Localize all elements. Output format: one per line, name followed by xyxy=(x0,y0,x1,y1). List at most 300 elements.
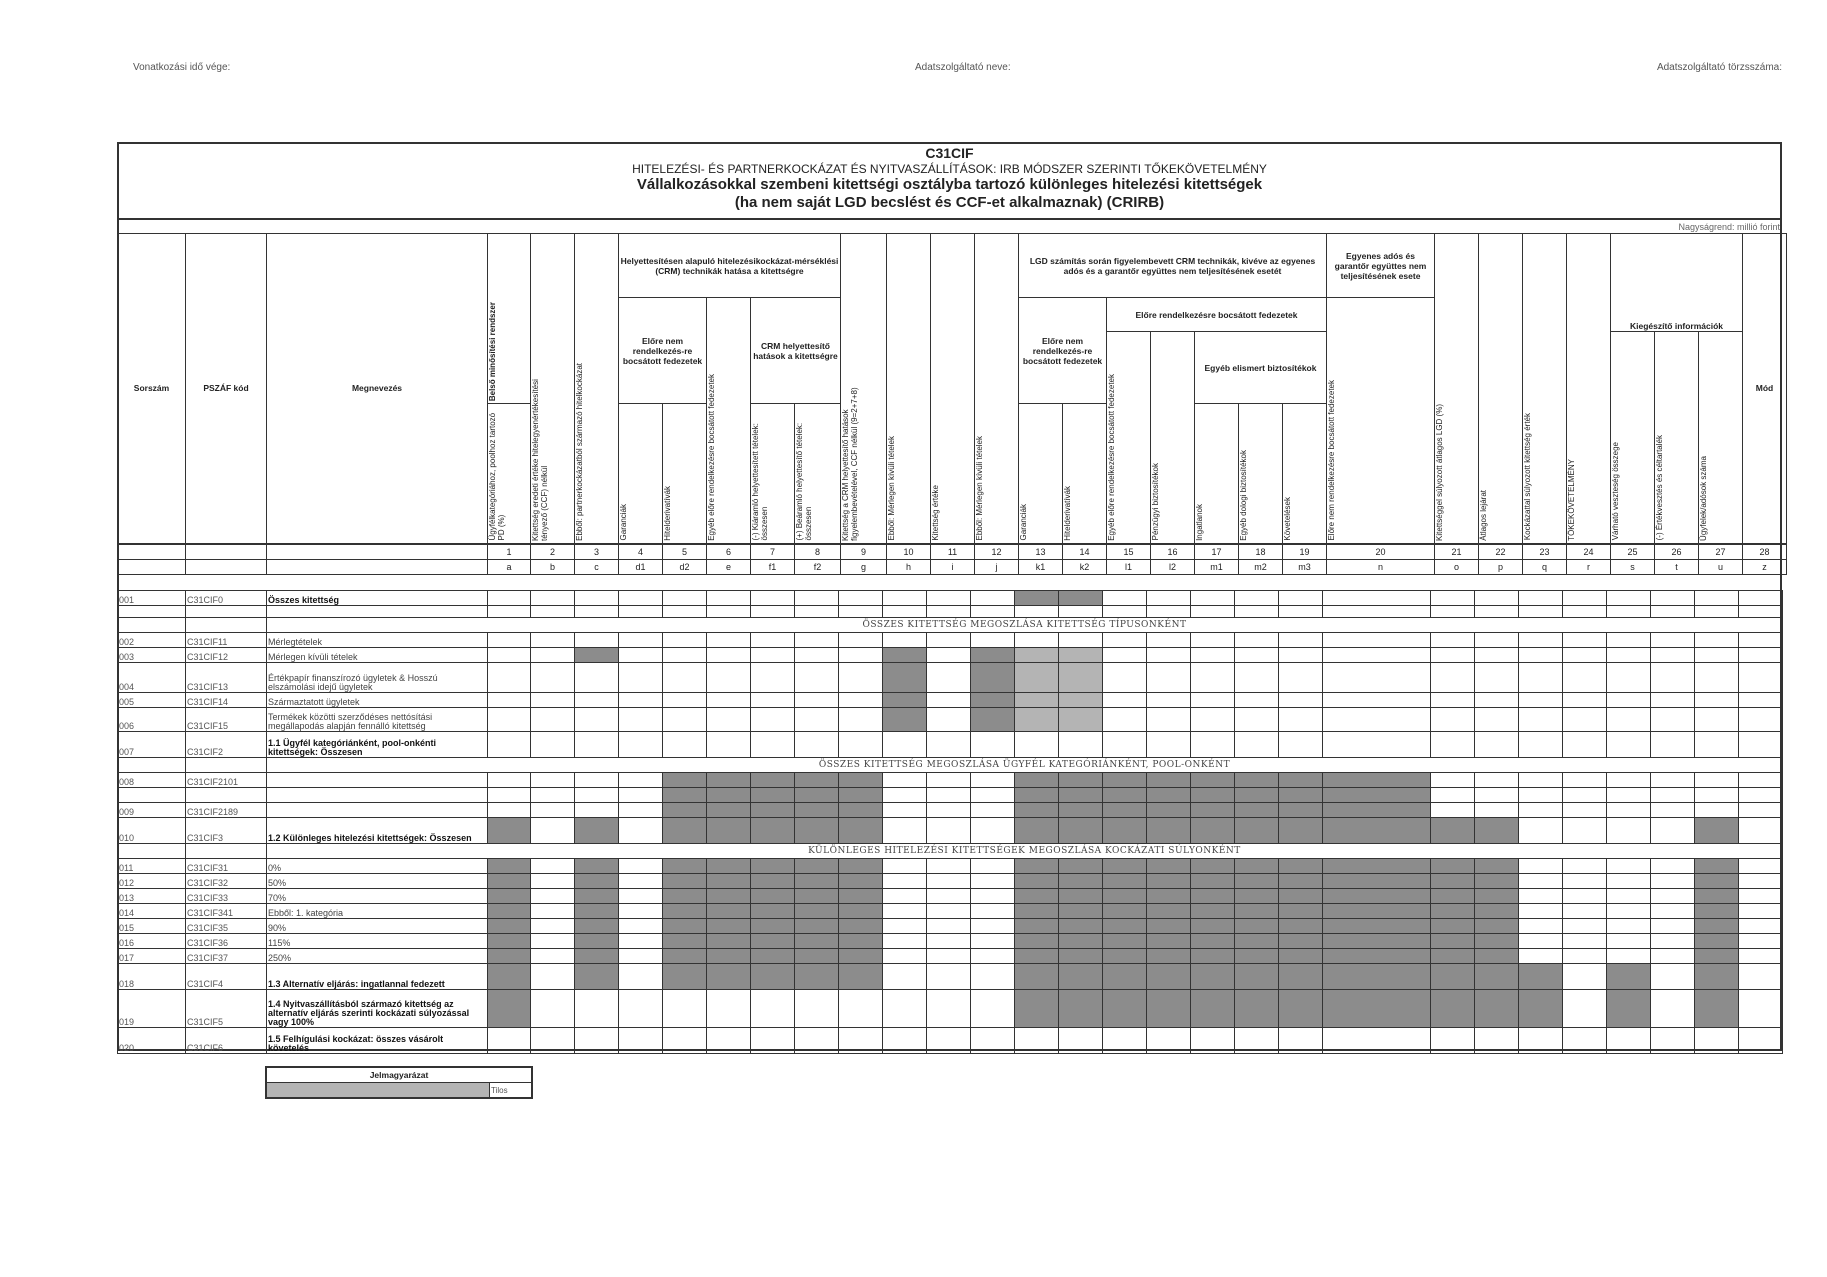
data-cell[interactable] xyxy=(1519,934,1563,949)
data-cell[interactable] xyxy=(1323,591,1431,606)
data-cell[interactable] xyxy=(1607,889,1651,904)
data-cell[interactable] xyxy=(839,693,883,708)
data-cell[interactable] xyxy=(531,818,575,844)
data-cell[interactable] xyxy=(1015,633,1059,648)
data-cell[interactable] xyxy=(619,874,663,889)
data-cell[interactable] xyxy=(1147,708,1191,732)
data-cell[interactable] xyxy=(1519,732,1563,758)
data-cell[interactable] xyxy=(1475,732,1519,758)
data-cell[interactable] xyxy=(1695,663,1739,693)
data-cell[interactable] xyxy=(1739,859,1783,874)
data-cell[interactable] xyxy=(1739,874,1783,889)
data-cell[interactable] xyxy=(575,633,619,648)
data-cell[interactable] xyxy=(1563,990,1607,1028)
data-cell[interactable] xyxy=(1563,1028,1607,1054)
data-cell[interactable] xyxy=(1519,708,1563,732)
data-cell[interactable] xyxy=(531,803,575,818)
data-cell[interactable] xyxy=(883,773,927,788)
data-cell[interactable] xyxy=(1607,859,1651,874)
data-cell[interactable] xyxy=(1475,773,1519,788)
data-cell[interactable] xyxy=(1475,663,1519,693)
data-cell[interactable] xyxy=(531,788,575,803)
data-cell[interactable] xyxy=(1563,648,1607,663)
data-cell[interactable] xyxy=(1519,633,1563,648)
data-cell[interactable] xyxy=(575,1028,619,1054)
data-cell[interactable] xyxy=(1475,648,1519,663)
data-cell[interactable] xyxy=(839,663,883,693)
data-cell[interactable] xyxy=(1431,648,1475,663)
data-cell[interactable] xyxy=(1279,633,1323,648)
data-cell[interactable] xyxy=(1519,591,1563,606)
data-cell[interactable] xyxy=(575,708,619,732)
data-cell[interactable] xyxy=(1695,732,1739,758)
data-cell[interactable] xyxy=(619,889,663,904)
data-cell[interactable] xyxy=(1323,708,1431,732)
data-cell[interactable] xyxy=(1103,693,1147,708)
data-cell[interactable] xyxy=(751,1028,795,1054)
data-cell[interactable] xyxy=(1279,648,1323,663)
data-cell[interactable] xyxy=(619,859,663,874)
data-cell[interactable] xyxy=(1651,934,1695,949)
data-cell[interactable] xyxy=(927,773,971,788)
data-cell[interactable] xyxy=(927,1028,971,1054)
data-cell[interactable] xyxy=(971,990,1015,1028)
data-cell[interactable] xyxy=(1475,803,1519,818)
data-cell[interactable] xyxy=(883,732,927,758)
data-cell[interactable] xyxy=(751,648,795,663)
data-cell[interactable] xyxy=(663,663,707,693)
data-cell[interactable] xyxy=(707,648,751,663)
data-cell[interactable] xyxy=(795,633,839,648)
data-cell[interactable] xyxy=(971,964,1015,990)
data-cell[interactable] xyxy=(1563,949,1607,964)
data-cell[interactable] xyxy=(1651,788,1695,803)
data-cell[interactable] xyxy=(1519,818,1563,844)
data-cell[interactable] xyxy=(1563,591,1607,606)
data-cell[interactable] xyxy=(619,732,663,758)
data-cell[interactable] xyxy=(1563,904,1607,919)
data-cell[interactable] xyxy=(971,633,1015,648)
data-cell[interactable] xyxy=(1651,648,1695,663)
data-cell[interactable] xyxy=(927,889,971,904)
data-cell[interactable] xyxy=(927,949,971,964)
data-cell[interactable] xyxy=(1607,803,1651,818)
data-cell[interactable] xyxy=(1739,964,1783,990)
data-cell[interactable] xyxy=(1695,633,1739,648)
data-cell[interactable] xyxy=(663,648,707,663)
data-cell[interactable] xyxy=(1519,904,1563,919)
data-cell[interactable] xyxy=(1607,633,1651,648)
data-cell[interactable] xyxy=(1651,859,1695,874)
data-cell[interactable] xyxy=(531,708,575,732)
data-cell[interactable] xyxy=(531,964,575,990)
data-cell[interactable] xyxy=(1739,633,1783,648)
data-cell[interactable] xyxy=(839,708,883,732)
data-cell[interactable] xyxy=(1563,919,1607,934)
data-cell[interactable] xyxy=(1475,708,1519,732)
data-cell[interactable] xyxy=(971,803,1015,818)
data-cell[interactable] xyxy=(1431,732,1475,758)
data-cell[interactable] xyxy=(1103,633,1147,648)
data-cell[interactable] xyxy=(707,633,751,648)
data-cell[interactable] xyxy=(1607,874,1651,889)
data-cell[interactable] xyxy=(1651,818,1695,844)
data-cell[interactable] xyxy=(619,663,663,693)
data-cell[interactable] xyxy=(1431,1028,1475,1054)
data-cell[interactable] xyxy=(619,693,663,708)
data-cell[interactable] xyxy=(971,859,1015,874)
data-cell[interactable] xyxy=(839,732,883,758)
data-cell[interactable] xyxy=(883,889,927,904)
data-cell[interactable] xyxy=(1279,591,1323,606)
data-cell[interactable] xyxy=(1431,788,1475,803)
data-cell[interactable] xyxy=(1739,663,1783,693)
data-cell[interactable] xyxy=(751,591,795,606)
data-cell[interactable] xyxy=(1235,591,1279,606)
data-cell[interactable] xyxy=(971,949,1015,964)
data-cell[interactable] xyxy=(575,591,619,606)
data-cell[interactable] xyxy=(1563,859,1607,874)
data-cell[interactable] xyxy=(619,1028,663,1054)
data-cell[interactable] xyxy=(927,663,971,693)
data-cell[interactable] xyxy=(488,591,531,606)
data-cell[interactable] xyxy=(575,773,619,788)
data-cell[interactable] xyxy=(1323,648,1431,663)
data-cell[interactable] xyxy=(1739,1028,1783,1054)
data-cell[interactable] xyxy=(1695,648,1739,663)
data-cell[interactable] xyxy=(1563,633,1607,648)
data-cell[interactable] xyxy=(1739,788,1783,803)
data-cell[interactable] xyxy=(1519,874,1563,889)
data-cell[interactable] xyxy=(971,732,1015,758)
data-cell[interactable] xyxy=(927,990,971,1028)
data-cell[interactable] xyxy=(707,663,751,693)
data-cell[interactable] xyxy=(531,732,575,758)
data-cell[interactable] xyxy=(795,732,839,758)
data-cell[interactable] xyxy=(927,591,971,606)
data-cell[interactable] xyxy=(883,874,927,889)
data-cell[interactable] xyxy=(1607,648,1651,663)
data-cell[interactable] xyxy=(1695,803,1739,818)
data-cell[interactable] xyxy=(1695,591,1739,606)
data-cell[interactable] xyxy=(883,859,927,874)
data-cell[interactable] xyxy=(1607,818,1651,844)
data-cell[interactable] xyxy=(663,1028,707,1054)
data-cell[interactable] xyxy=(531,990,575,1028)
data-cell[interactable] xyxy=(488,693,531,708)
data-cell[interactable] xyxy=(1739,693,1783,708)
data-cell[interactable] xyxy=(663,990,707,1028)
data-cell[interactable] xyxy=(619,818,663,844)
data-cell[interactable] xyxy=(1519,693,1563,708)
data-cell[interactable] xyxy=(795,591,839,606)
data-cell[interactable] xyxy=(1235,693,1279,708)
data-cell[interactable] xyxy=(1147,663,1191,693)
data-cell[interactable] xyxy=(1651,904,1695,919)
data-cell[interactable] xyxy=(1739,803,1783,818)
data-cell[interactable] xyxy=(927,803,971,818)
data-cell[interactable] xyxy=(1651,591,1695,606)
data-cell[interactable] xyxy=(1739,904,1783,919)
data-cell[interactable] xyxy=(1059,732,1103,758)
data-cell[interactable] xyxy=(531,693,575,708)
data-cell[interactable] xyxy=(971,904,1015,919)
data-cell[interactable] xyxy=(619,633,663,648)
data-cell[interactable] xyxy=(971,788,1015,803)
data-cell[interactable] xyxy=(575,663,619,693)
data-cell[interactable] xyxy=(1651,889,1695,904)
data-cell[interactable] xyxy=(1563,663,1607,693)
data-cell[interactable] xyxy=(619,949,663,964)
data-cell[interactable] xyxy=(1323,663,1431,693)
data-cell[interactable] xyxy=(1147,591,1191,606)
data-cell[interactable] xyxy=(1103,648,1147,663)
data-cell[interactable] xyxy=(1519,889,1563,904)
data-cell[interactable] xyxy=(1563,803,1607,818)
data-cell[interactable] xyxy=(883,788,927,803)
data-cell[interactable] xyxy=(1059,633,1103,648)
data-cell[interactable] xyxy=(619,904,663,919)
data-cell[interactable] xyxy=(663,633,707,648)
data-cell[interactable] xyxy=(839,990,883,1028)
data-cell[interactable] xyxy=(663,693,707,708)
data-cell[interactable] xyxy=(707,693,751,708)
data-cell[interactable] xyxy=(1651,708,1695,732)
data-cell[interactable] xyxy=(927,633,971,648)
data-cell[interactable] xyxy=(883,964,927,990)
data-cell[interactable] xyxy=(1563,788,1607,803)
data-cell[interactable] xyxy=(1651,919,1695,934)
data-cell[interactable] xyxy=(1103,732,1147,758)
data-cell[interactable] xyxy=(1015,732,1059,758)
data-cell[interactable] xyxy=(531,859,575,874)
data-cell[interactable] xyxy=(795,663,839,693)
data-cell[interactable] xyxy=(707,591,751,606)
data-cell[interactable] xyxy=(971,591,1015,606)
data-cell[interactable] xyxy=(1191,732,1235,758)
data-cell[interactable] xyxy=(1431,663,1475,693)
data-cell[interactable] xyxy=(795,990,839,1028)
data-cell[interactable] xyxy=(1651,874,1695,889)
data-cell[interactable] xyxy=(575,732,619,758)
data-cell[interactable] xyxy=(1103,1028,1147,1054)
data-cell[interactable] xyxy=(1323,732,1431,758)
data-cell[interactable] xyxy=(1015,1028,1059,1054)
data-cell[interactable] xyxy=(531,773,575,788)
data-cell[interactable] xyxy=(1607,663,1651,693)
data-cell[interactable] xyxy=(883,919,927,934)
data-cell[interactable] xyxy=(1191,663,1235,693)
data-cell[interactable] xyxy=(707,732,751,758)
data-cell[interactable] xyxy=(751,633,795,648)
data-cell[interactable] xyxy=(1651,990,1695,1028)
data-cell[interactable] xyxy=(488,663,531,693)
data-cell[interactable] xyxy=(531,949,575,964)
data-cell[interactable] xyxy=(1279,663,1323,693)
data-cell[interactable] xyxy=(531,648,575,663)
data-cell[interactable] xyxy=(619,803,663,818)
data-cell[interactable] xyxy=(619,990,663,1028)
data-cell[interactable] xyxy=(488,1028,531,1054)
data-cell[interactable] xyxy=(1519,773,1563,788)
data-cell[interactable] xyxy=(795,693,839,708)
data-cell[interactable] xyxy=(927,859,971,874)
data-cell[interactable] xyxy=(1103,591,1147,606)
data-cell[interactable] xyxy=(1607,919,1651,934)
data-cell[interactable] xyxy=(1279,693,1323,708)
data-cell[interactable] xyxy=(839,648,883,663)
data-cell[interactable] xyxy=(1279,732,1323,758)
data-cell[interactable] xyxy=(1563,964,1607,990)
data-cell[interactable] xyxy=(883,633,927,648)
data-cell[interactable] xyxy=(1235,708,1279,732)
data-cell[interactable] xyxy=(1519,663,1563,693)
data-cell[interactable] xyxy=(883,803,927,818)
data-cell[interactable] xyxy=(1695,773,1739,788)
data-cell[interactable] xyxy=(1431,591,1475,606)
data-cell[interactable] xyxy=(1323,1028,1431,1054)
data-cell[interactable] xyxy=(1607,693,1651,708)
data-cell[interactable] xyxy=(1695,708,1739,732)
data-cell[interactable] xyxy=(1235,732,1279,758)
data-cell[interactable] xyxy=(1651,773,1695,788)
data-cell[interactable] xyxy=(1519,648,1563,663)
data-cell[interactable] xyxy=(1147,1028,1191,1054)
data-cell[interactable] xyxy=(1695,788,1739,803)
data-cell[interactable] xyxy=(619,919,663,934)
data-cell[interactable] xyxy=(488,648,531,663)
data-cell[interactable] xyxy=(1607,708,1651,732)
data-cell[interactable] xyxy=(1147,732,1191,758)
data-cell[interactable] xyxy=(1651,633,1695,648)
data-cell[interactable] xyxy=(839,1028,883,1054)
data-cell[interactable] xyxy=(1739,708,1783,732)
data-cell[interactable] xyxy=(531,633,575,648)
data-cell[interactable] xyxy=(883,818,927,844)
data-cell[interactable] xyxy=(1475,633,1519,648)
data-cell[interactable] xyxy=(575,788,619,803)
data-cell[interactable] xyxy=(663,732,707,758)
data-cell[interactable] xyxy=(488,633,531,648)
data-cell[interactable] xyxy=(488,803,531,818)
data-cell[interactable] xyxy=(1431,773,1475,788)
data-cell[interactable] xyxy=(1607,949,1651,964)
data-cell[interactable] xyxy=(1519,788,1563,803)
data-cell[interactable] xyxy=(619,934,663,949)
data-cell[interactable] xyxy=(1739,889,1783,904)
data-cell[interactable] xyxy=(883,1028,927,1054)
data-cell[interactable] xyxy=(1739,818,1783,844)
data-cell[interactable] xyxy=(1519,803,1563,818)
data-cell[interactable] xyxy=(663,708,707,732)
data-cell[interactable] xyxy=(1103,708,1147,732)
data-cell[interactable] xyxy=(619,773,663,788)
data-cell[interactable] xyxy=(1651,1028,1695,1054)
data-cell[interactable] xyxy=(1739,949,1783,964)
data-cell[interactable] xyxy=(839,633,883,648)
data-cell[interactable] xyxy=(531,663,575,693)
data-cell[interactable] xyxy=(1519,949,1563,964)
data-cell[interactable] xyxy=(971,1028,1015,1054)
data-cell[interactable] xyxy=(1475,788,1519,803)
data-cell[interactable] xyxy=(1607,1028,1651,1054)
data-cell[interactable] xyxy=(1519,859,1563,874)
data-cell[interactable] xyxy=(1651,663,1695,693)
data-cell[interactable] xyxy=(1323,693,1431,708)
data-cell[interactable] xyxy=(531,889,575,904)
data-cell[interactable] xyxy=(1563,732,1607,758)
data-cell[interactable] xyxy=(927,818,971,844)
data-cell[interactable] xyxy=(1431,708,1475,732)
data-cell[interactable] xyxy=(795,708,839,732)
data-cell[interactable] xyxy=(927,732,971,758)
data-cell[interactable] xyxy=(488,732,531,758)
data-cell[interactable] xyxy=(1651,964,1695,990)
data-cell[interactable] xyxy=(1563,934,1607,949)
data-cell[interactable] xyxy=(971,919,1015,934)
data-cell[interactable] xyxy=(971,874,1015,889)
data-cell[interactable] xyxy=(663,591,707,606)
data-cell[interactable] xyxy=(1607,934,1651,949)
data-cell[interactable] xyxy=(751,693,795,708)
data-cell[interactable] xyxy=(883,990,927,1028)
data-cell[interactable] xyxy=(488,773,531,788)
data-cell[interactable] xyxy=(1563,708,1607,732)
data-cell[interactable] xyxy=(751,990,795,1028)
data-cell[interactable] xyxy=(619,708,663,732)
data-cell[interactable] xyxy=(531,934,575,949)
data-cell[interactable] xyxy=(927,919,971,934)
data-cell[interactable] xyxy=(1607,591,1651,606)
data-cell[interactable] xyxy=(751,663,795,693)
data-cell[interactable] xyxy=(971,818,1015,844)
data-cell[interactable] xyxy=(619,788,663,803)
data-cell[interactable] xyxy=(971,889,1015,904)
data-cell[interactable] xyxy=(575,803,619,818)
data-cell[interactable] xyxy=(531,591,575,606)
data-cell[interactable] xyxy=(575,693,619,708)
data-cell[interactable] xyxy=(1147,648,1191,663)
data-cell[interactable] xyxy=(1431,803,1475,818)
data-cell[interactable] xyxy=(883,904,927,919)
data-cell[interactable] xyxy=(1431,633,1475,648)
data-cell[interactable] xyxy=(751,732,795,758)
data-cell[interactable] xyxy=(927,934,971,949)
data-cell[interactable] xyxy=(1279,708,1323,732)
data-cell[interactable] xyxy=(1739,591,1783,606)
data-cell[interactable] xyxy=(1475,1028,1519,1054)
data-cell[interactable] xyxy=(1651,732,1695,758)
data-cell[interactable] xyxy=(927,648,971,663)
data-cell[interactable] xyxy=(619,964,663,990)
data-cell[interactable] xyxy=(1191,648,1235,663)
data-cell[interactable] xyxy=(1739,934,1783,949)
data-cell[interactable] xyxy=(1147,693,1191,708)
data-cell[interactable] xyxy=(927,874,971,889)
data-cell[interactable] xyxy=(488,708,531,732)
data-cell[interactable] xyxy=(1563,889,1607,904)
data-cell[interactable] xyxy=(971,773,1015,788)
data-cell[interactable] xyxy=(1103,663,1147,693)
data-cell[interactable] xyxy=(1563,693,1607,708)
data-cell[interactable] xyxy=(619,648,663,663)
data-cell[interactable] xyxy=(1607,788,1651,803)
data-cell[interactable] xyxy=(927,708,971,732)
data-cell[interactable] xyxy=(1563,818,1607,844)
data-cell[interactable] xyxy=(531,1028,575,1054)
data-cell[interactable] xyxy=(575,990,619,1028)
data-cell[interactable] xyxy=(1519,919,1563,934)
